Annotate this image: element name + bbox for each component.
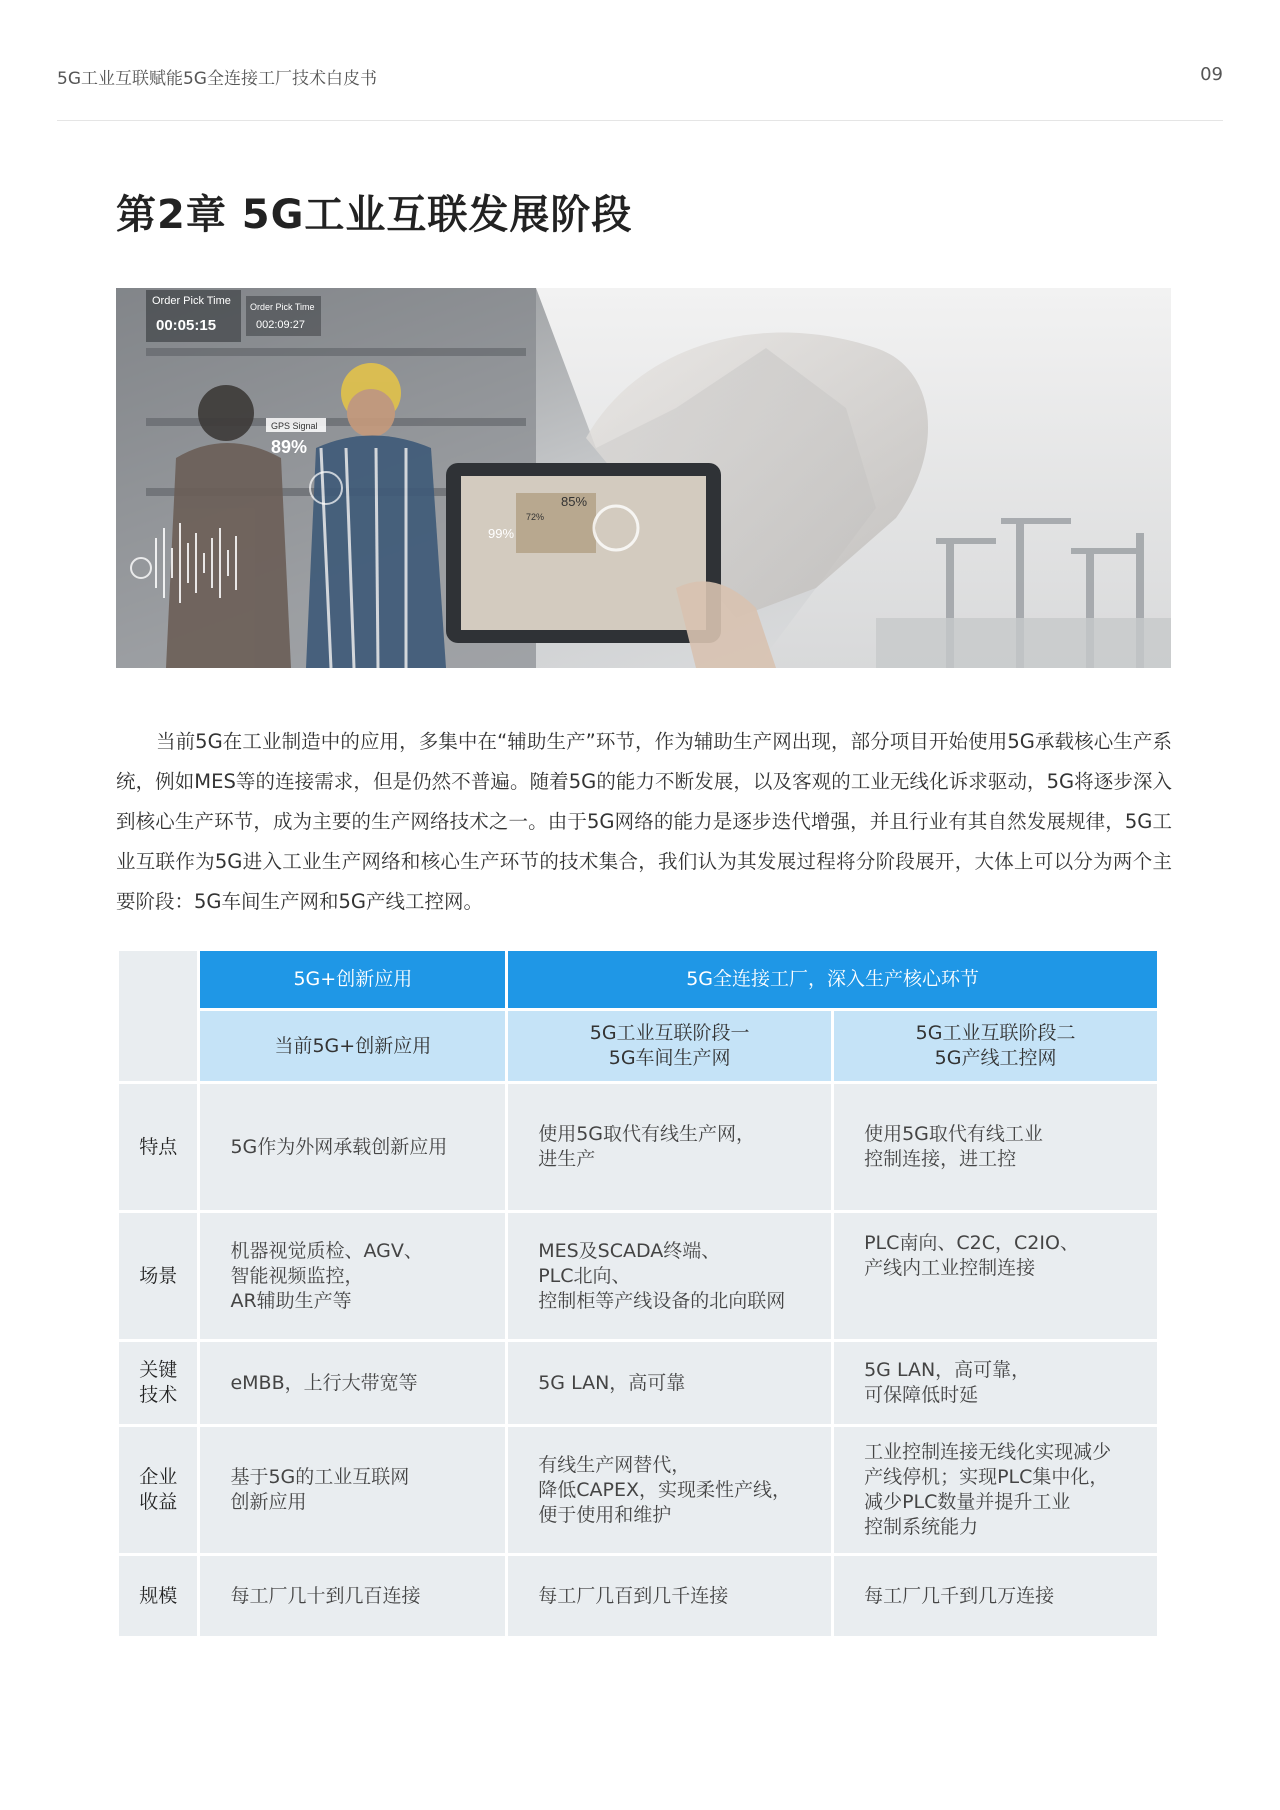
group-header-innovation: 5G+创新应用	[200, 951, 505, 1008]
hud-order-pick-value-2: 002:09:27	[256, 319, 305, 331]
hud-gps-value: 89%	[271, 437, 308, 457]
row-label-scale: 规模	[119, 1556, 197, 1636]
table-row	[119, 1084, 1157, 1210]
table-row	[119, 1427, 1157, 1553]
sub-header-current: 当前5G+创新应用	[200, 1011, 505, 1081]
hud-tablet-value-1: 85%	[561, 494, 588, 509]
sub-header-stage-two: 5G工业互联阶段二 5G产线工控网	[834, 1011, 1157, 1081]
chapter-title: 第2章 5G工业互联发展阶段	[116, 192, 633, 238]
body-paragraph: 当前5G在工业制造中的应用，多集中在“辅助生产”环节，作为辅助生产网出现，部分项目开始使用5G承载核心生产系统，例如MES等的连接需求，但是仍然不普遍。随着5G的能力不断发展，以及客观的工业无线化诉求驱动，5G将逐步深入到核心生产环节，成为主要的生产网络技术之一。由于5G网络的能力是逐步迭代增强，并且行业有其自然发展规律，5G工业互联作为5G进入工业生产网络和核心生产环节的技术集合，我们认为其发展过程将分阶段展开，大体上可以分为两个主要阶段：5G车间生产网和5G产线工控网。	[116, 730, 1172, 913]
hud-order-pick-label-1: Order Pick Time	[152, 295, 231, 307]
sub-header-stage-one: 5G工业互联阶段一 5G车间生产网	[508, 1011, 831, 1081]
page-header	[57, 62, 1223, 121]
table-row	[119, 1213, 1157, 1339]
table-cell: 使用5G取代有线生产网， 进生产	[508, 1084, 831, 1210]
table-cell: 每工厂几千到几万连接	[834, 1556, 1157, 1636]
hud-tablet-value-2: 99%	[488, 526, 515, 541]
row-label-features: 特点	[119, 1084, 197, 1210]
table-cell: 使用5G取代有线工业 控制连接，进工控	[834, 1084, 1157, 1210]
table-cell: 每工厂几百到几千连接	[508, 1556, 831, 1636]
hud-gps-label: GPS Signal	[271, 421, 318, 431]
page-number: 09	[1200, 64, 1223, 85]
table-cell: 机器视觉质检、AGV、 智能视频监控， AR辅助生产等	[200, 1213, 505, 1339]
table-cell: eMBB，上行大带宽等	[200, 1342, 505, 1424]
table-cell: 有线生产网替代， 降低CAPEX，实现柔性产线， 便于使用和维护	[508, 1427, 831, 1553]
group-header-full-connection: 5G全连接工厂，深入生产核心环节	[508, 951, 1157, 1008]
comparison-table	[116, 948, 1160, 1639]
table-cell: MES及SCADA终端、 PLC北向、 控制柜等产线设备的北向联网	[508, 1213, 831, 1339]
row-label-scenarios: 场景	[119, 1213, 197, 1339]
table-cell: 每工厂几十到几百连接	[200, 1556, 505, 1636]
table-cell: PLC南向、C2C，C2IO、 产线内工业控制连接	[834, 1213, 1157, 1339]
table-cell: 5G作为外网承载创新应用	[200, 1084, 505, 1210]
hero-image	[116, 288, 1171, 668]
hud-order-pick-label-2: Order Pick Time	[250, 302, 315, 312]
hud-order-pick-value-1: 00:05:15	[156, 317, 217, 334]
table-cell: 5G LAN，高可靠	[508, 1342, 831, 1424]
table-group-header-row	[119, 951, 1157, 1008]
table-row	[119, 1556, 1157, 1636]
table-cell: 工业控制连接无线化实现减少 产线停机；实现PLC集中化， 减少PLC数量并提升工业 控制系统能力	[834, 1427, 1157, 1553]
table-cell: 5G LAN，高可靠， 可保障低时延	[834, 1342, 1157, 1424]
row-label-key-tech: 关键 技术	[119, 1342, 197, 1424]
row-label-benefits: 企业 收益	[119, 1427, 197, 1553]
table-sub-header-row	[119, 1011, 1157, 1081]
table-row	[119, 1342, 1157, 1424]
table-corner	[119, 951, 197, 1081]
hero-illustration	[116, 288, 1171, 668]
hud-tablet-value-3: 72%	[526, 512, 545, 522]
table-cell: 基于5G的工业互联网 创新应用	[200, 1427, 505, 1553]
document-title: 5G工业互联赋能5G全连接工厂技术白皮书	[57, 69, 377, 89]
